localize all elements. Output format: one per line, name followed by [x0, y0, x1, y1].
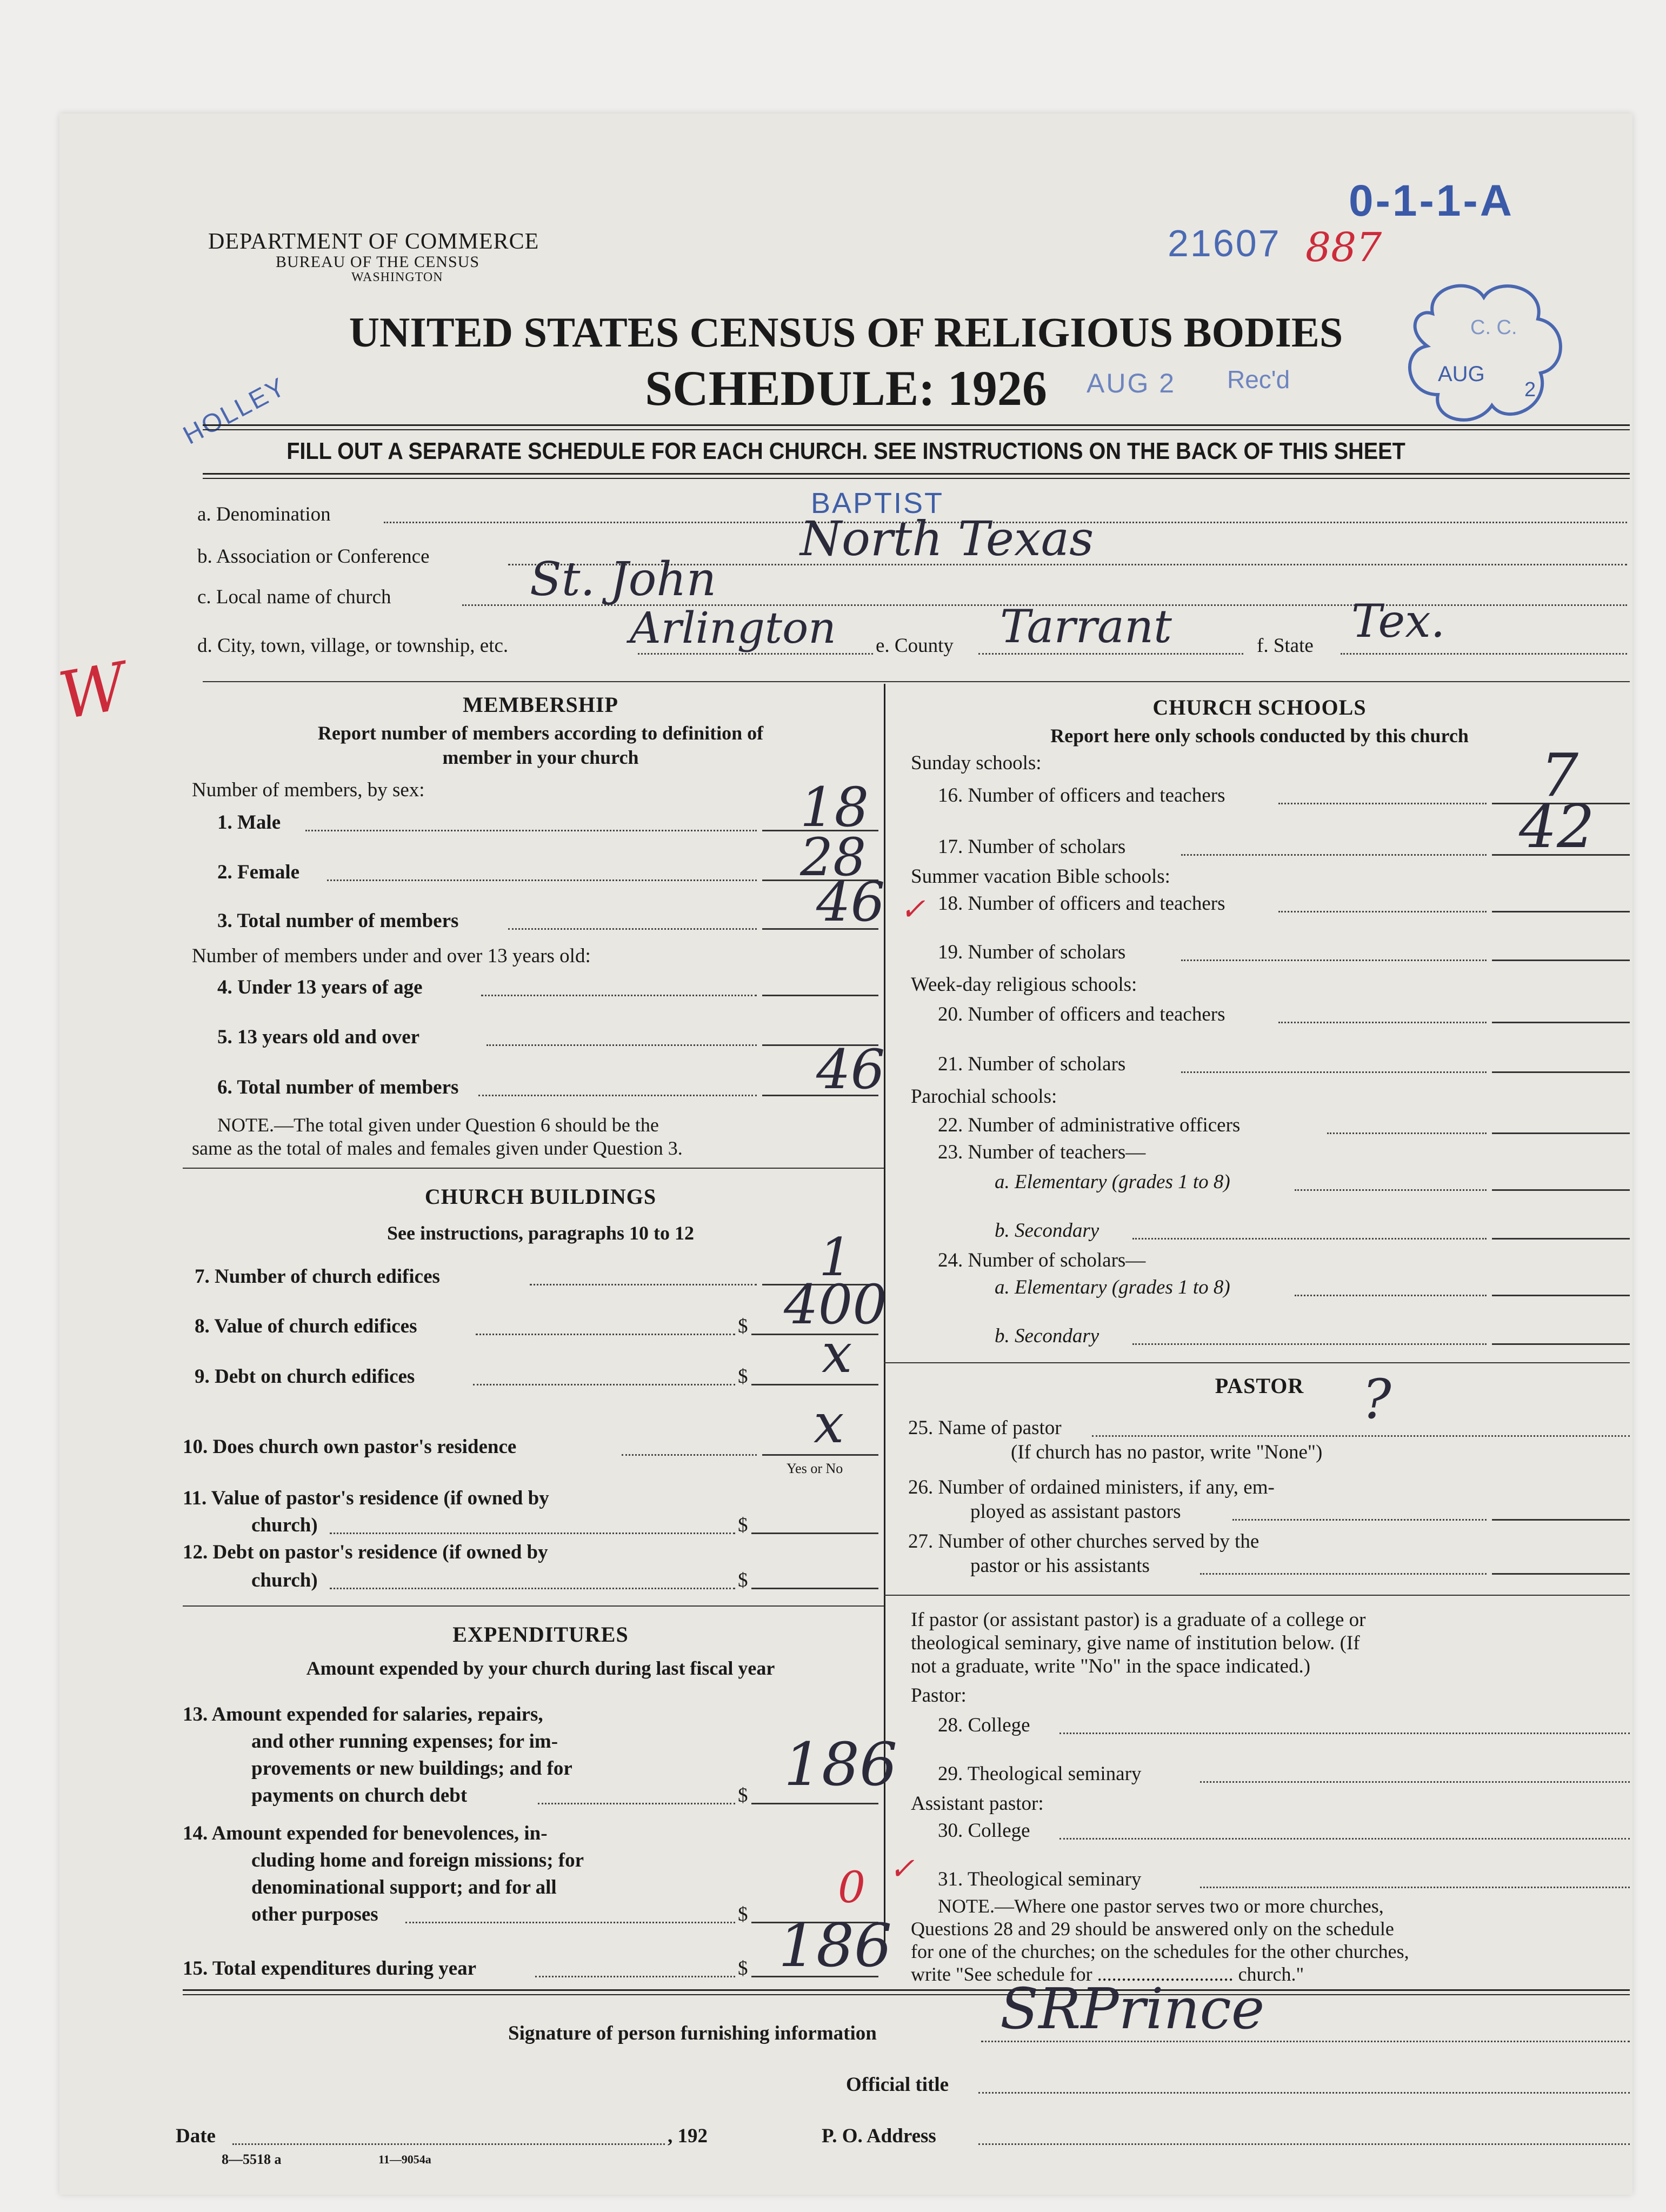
members-by-age-label: Number of members under and over 13 years old:: [192, 945, 591, 967]
footer-rule: [183, 1989, 1630, 1995]
local-name-label: c. Local name of church: [197, 586, 391, 608]
q24a-answer-line: [1492, 1295, 1630, 1296]
q11-answer-line: [751, 1533, 878, 1534]
q24a-line: [1295, 1295, 1487, 1296]
print-number: 11—9054a: [378, 2153, 431, 2166]
q31-label: 31. Theological seminary: [938, 1868, 1142, 1890]
q24b-answer-line: [1492, 1343, 1630, 1345]
q14-label-line1: 14. Amount expended for benevolences, in-: [183, 1822, 548, 1844]
q14-label-line3: denominational support; and for all: [251, 1876, 557, 1898]
q19-label: 19. Number of scholars: [938, 941, 1126, 963]
graduate-instructions-line3: not a graduate, write "No" in the space indicated.): [911, 1655, 1311, 1677]
schools-sub: Report here only schools conducted by this church: [1050, 725, 1469, 747]
county-value[interactable]: Tarrant: [1000, 600, 1172, 653]
buildings-sub: See instructions, paragraphs 10 to 12: [386, 1222, 695, 1244]
q11-label-line2: church): [251, 1514, 318, 1536]
denomination-value[interactable]: BAPTIST: [811, 487, 944, 519]
q6-label: 6. Total number of members: [217, 1076, 459, 1098]
margin-mark-handwritten: W: [53, 649, 132, 735]
buildings-heading: CHURCH BUILDINGS: [424, 1184, 657, 1209]
department-name: DEPARTMENT OF COMMERCE: [208, 229, 539, 254]
pastor-note-line3: for one of the churches; on the schedules for the other churches,: [911, 1941, 1409, 1962]
serial-number-stamp: 21607: [1168, 222, 1281, 264]
q28-label: 28. College: [938, 1714, 1030, 1736]
q24b-line: [1132, 1343, 1487, 1345]
po-address-label: P. O. Address: [822, 2125, 936, 2147]
q29-label: 29. Theological seminary: [938, 1763, 1142, 1785]
q26-line: [1232, 1519, 1487, 1521]
q3-line: [508, 928, 757, 930]
q26-answer-line: [1492, 1519, 1630, 1521]
q6-value[interactable]: 46: [816, 1038, 885, 1101]
q14-label-line2: cluding home and foreign missions; for: [251, 1849, 584, 1871]
q27-line: [1200, 1573, 1487, 1575]
q1-line: [305, 830, 757, 831]
seal-text-day: 2: [1524, 378, 1536, 401]
q29-line: [1200, 1781, 1630, 1783]
q24a-label: a. Elementary (grades 1 to 8): [995, 1276, 1230, 1298]
pastor-heading: PASTOR: [1215, 1374, 1304, 1398]
official-title-label: Official title: [846, 2074, 949, 2096]
form-number: 8—5518 a: [222, 2151, 282, 2167]
q7-label: 7. Number of church edifices: [195, 1265, 440, 1288]
q27-answer-line: [1492, 1573, 1630, 1575]
q10-line: [622, 1454, 757, 1456]
date-line[interactable]: [232, 2143, 665, 2145]
q19-answer-line: [1492, 960, 1630, 961]
q21-answer-line: [1492, 1071, 1630, 1073]
q6-line: [478, 1095, 757, 1096]
q13-line: [538, 1803, 735, 1804]
serial-suffix-handwritten: 887: [1305, 224, 1382, 271]
q1-label: 1. Male: [217, 811, 281, 834]
q24b-label: b. Secondary: [995, 1325, 1099, 1347]
q11-label-line1: 11. Value of pastor's residence (if owned by: [183, 1487, 549, 1509]
received-stamp: Rec'd: [1227, 365, 1290, 394]
q4-line: [481, 995, 757, 996]
city-name: WASHINGTON: [351, 270, 443, 284]
q14-label-line4: other purposes: [251, 1903, 378, 1925]
q21-label: 21. Number of scholars: [938, 1053, 1126, 1075]
membership-sub2: member in your church: [442, 747, 639, 768]
q9-label: 9. Debt on church edifices: [195, 1365, 415, 1388]
date-year: , 192: [668, 2125, 708, 2147]
q7-line: [530, 1284, 757, 1285]
official-title-line[interactable]: [978, 2092, 1630, 2094]
state-value[interactable]: Tex.: [1351, 595, 1445, 648]
q22-answer-line: [1492, 1132, 1630, 1134]
q5-label: 5. 13 years old and over: [217, 1026, 420, 1048]
city-line: [638, 653, 873, 655]
department-header: [208, 230, 539, 284]
q13-label-line1: 13. Amount expended for salaries, repairs,: [183, 1703, 543, 1725]
state-line: [1341, 653, 1627, 655]
q25-label: 25. Name of pastor: [908, 1417, 1062, 1439]
receipt-seal-icon: [1395, 276, 1573, 432]
q18-check-mark: ✓: [900, 892, 925, 927]
q26-label-line1: 26. Number of ordained ministers, if any, em-: [908, 1476, 1275, 1498]
q17-label: 17. Number of scholars: [938, 836, 1126, 858]
city-value[interactable]: Arlington: [630, 603, 836, 653]
schools-heading: CHURCH SCHOOLS: [1152, 695, 1367, 719]
q23b-line: [1132, 1238, 1487, 1240]
expenditures-sub: Amount expended by your church during last fiscal year: [306, 1657, 775, 1679]
q22-label: 22. Number of administrative officers: [938, 1114, 1241, 1136]
q31-line: [1200, 1887, 1630, 1888]
q23b-answer-line: [1492, 1238, 1630, 1240]
q20-answer-line: [1492, 1022, 1630, 1023]
q18-label: 18. Number of officers and teachers: [938, 892, 1225, 915]
q9-answer-line: [751, 1384, 878, 1385]
q8-line: [476, 1334, 735, 1335]
graduate-instructions-line1: If pastor (or assistant pastor) is a graduate of a college or: [911, 1609, 1366, 1631]
q23b-label: b. Secondary: [995, 1220, 1099, 1242]
pastor-divider: [884, 1595, 1630, 1596]
q28-line: [1059, 1733, 1630, 1734]
q16-label: 16. Number of officers and teachers: [938, 784, 1225, 807]
q16-value[interactable]: 7: [1541, 741, 1578, 810]
q13-value[interactable]: 186: [784, 1730, 897, 1799]
members-by-sex-label: Number of members, by sex:: [192, 779, 425, 801]
membership-note-line1: NOTE.—The total given under Question 6 should be the: [217, 1114, 659, 1136]
local-name-value[interactable]: St. John: [530, 552, 717, 607]
instructions-banner: FILL OUT A SEPARATE SCHEDULE FOR EACH CHURCH. SEE INSTRUCTIONS ON THE BACK OF THIS SHEET: [286, 438, 1405, 464]
q3-value[interactable]: 46: [816, 870, 885, 934]
q15-dollar: $: [738, 1957, 748, 1980]
q18-line: [1278, 911, 1487, 912]
denomination-label: a. Denomination: [197, 503, 331, 525]
schedule-year: SCHEDULE: 1926: [645, 361, 1047, 416]
q9-dollar: $: [738, 1365, 748, 1388]
seal-text-aug: AUG: [1438, 362, 1485, 386]
holley-stamp: HOLLEY: [178, 372, 291, 450]
q15-value[interactable]: 186: [778, 1911, 892, 1980]
q18-answer-line: [1492, 911, 1630, 912]
q1-value[interactable]: 18: [800, 776, 869, 839]
q4-label: 4. Under 13 years of age: [217, 976, 423, 998]
bureau-name: BUREAU OF THE CENSUS: [276, 253, 479, 271]
q14-value[interactable]: 0: [838, 1862, 865, 1913]
association-label: b. Association or Conference: [197, 545, 430, 568]
signature-value[interactable]: SRPrince: [1000, 1976, 1265, 2042]
seal-text-cc: C. C.: [1470, 316, 1517, 339]
q20-line: [1278, 1022, 1487, 1023]
association-value[interactable]: North Texas: [800, 511, 1094, 567]
q8-dollar: $: [738, 1315, 748, 1337]
q9-line: [473, 1384, 735, 1385]
q17-value[interactable]: 42: [1519, 792, 1595, 861]
q9-value[interactable]: x: [822, 1322, 852, 1385]
q20-label: 20. Number of officers and teachers: [938, 1003, 1225, 1025]
header-rule-bottom: [203, 473, 1630, 479]
membership-sub1: Report number of members according to definition of: [317, 722, 764, 744]
county-line: [978, 653, 1243, 655]
q12-dollar: $: [738, 1569, 748, 1591]
identity-divider: [203, 681, 1630, 682]
form-code-stamp: 0-1-1-A: [1349, 176, 1514, 225]
q13-answer-line: [751, 1803, 878, 1804]
state-label: f. State: [1257, 635, 1314, 657]
q16-line: [1278, 803, 1487, 804]
q17-line: [1181, 854, 1487, 856]
q25-line: [1092, 1435, 1630, 1437]
q2-line: [327, 880, 757, 881]
membership-heading: MEMBERSHIP: [463, 692, 618, 717]
pastor-note-line4: write "See schedule for ............................ church.": [911, 1963, 1304, 1985]
q7-value[interactable]: 1: [819, 1227, 852, 1288]
q27-label-line2: pastor or his assistants: [970, 1555, 1150, 1577]
q23a-label: a. Elementary (grades 1 to 8): [995, 1171, 1230, 1193]
q15-label: 15. Total expenditures during year: [183, 1957, 477, 1980]
assistant-pastor-label: Assistant pastor:: [911, 1793, 1044, 1815]
pastor-note-line2: Questions 28 and 29 should be answered only on the schedule: [911, 1918, 1394, 1940]
membership-divider: [183, 1168, 884, 1169]
q13-label-line2: and other running expenses; for im-: [251, 1730, 558, 1753]
q30-line: [1059, 1838, 1630, 1840]
buildings-divider: [183, 1605, 884, 1607]
q21-line: [1181, 1071, 1487, 1073]
summer-schools-label: Summer vacation Bible schools:: [911, 865, 1170, 888]
parochial-schools-label: Parochial schools:: [911, 1085, 1057, 1108]
q14-dollar: $: [738, 1903, 748, 1925]
q12-line: [330, 1588, 735, 1589]
q12-label-line2: church): [251, 1569, 318, 1591]
q11-line: [330, 1533, 735, 1534]
weekday-schools-label: Week-day religious schools:: [911, 974, 1137, 996]
yes-no-hint: Yes or No: [787, 1461, 843, 1476]
q2-value[interactable]: 28: [800, 827, 867, 888]
header-rule-top: [203, 424, 1630, 430]
sunday-schools-label: Sunday schools:: [911, 752, 1042, 774]
q31-check-mark: ✓: [889, 1851, 915, 1887]
schools-divider: [884, 1362, 1630, 1363]
po-address-line[interactable]: [978, 2143, 1630, 2145]
pastor-education-label: Pastor:: [911, 1684, 967, 1707]
q14-line: [405, 1922, 735, 1923]
q26-label-line2: ployed as assistant pastors: [970, 1501, 1181, 1523]
pastor-note-line1: NOTE.—Where one pastor serves two or more churches,: [938, 1895, 1384, 1917]
q12-label-line1: 12. Debt on pastor's residence (if owned by: [183, 1541, 548, 1563]
q27-label-line1: 27. Number of other churches served by the: [908, 1530, 1260, 1553]
q13-label-line4: payments on church debt: [251, 1784, 468, 1807]
q19-line: [1181, 960, 1487, 961]
q25-note: (If church has no pastor, write "None"): [1011, 1441, 1323, 1463]
signature-label: Signature of person furnishing information: [508, 2022, 877, 2044]
q12-answer-line: [751, 1588, 878, 1589]
county-label: e. County: [876, 635, 954, 657]
q23-label: 23. Number of teachers—: [938, 1141, 1146, 1163]
graduate-instructions-line2: theological seminary, give name of institution below. (If: [911, 1632, 1360, 1654]
q24-label: 24. Number of scholars—: [938, 1249, 1146, 1271]
form-title: UNITED STATES CENSUS OF RELIGIOUS BODIES: [349, 309, 1343, 356]
q13-label-line3: provements or new buildings; and for: [251, 1757, 572, 1780]
q4-answer-line: [762, 995, 878, 996]
q30-label: 30. College: [938, 1820, 1030, 1842]
q3-label: 3. Total number of members: [217, 910, 459, 932]
q23a-answer-line: [1492, 1189, 1630, 1191]
q11-dollar: $: [738, 1514, 748, 1536]
date-label: Date: [176, 2125, 216, 2147]
received-date-stamp: AUG 2: [1087, 368, 1176, 398]
q25-value[interactable]: ?: [1362, 1368, 1391, 1431]
q10-value[interactable]: x: [814, 1392, 844, 1455]
q13-dollar: $: [738, 1784, 748, 1807]
expenditures-heading: EXPENDITURES: [452, 1622, 629, 1647]
membership-note-line2: same as the total of males and females given under Question 3.: [192, 1137, 683, 1159]
q8-value[interactable]: 400: [784, 1273, 887, 1336]
q5-line: [487, 1044, 757, 1046]
census-schedule-page: [53, 114, 1632, 2195]
q23a-line: [1295, 1189, 1487, 1191]
q10-label: 10. Does church own pastor's residence: [183, 1436, 517, 1458]
q2-label: 2. Female: [217, 861, 300, 883]
q8-label: 8. Value of church edifices: [195, 1315, 417, 1337]
q15-line: [535, 1976, 735, 1977]
q22-line: [1327, 1132, 1487, 1134]
city-label: d. City, town, village, or township, etc.: [197, 635, 509, 657]
